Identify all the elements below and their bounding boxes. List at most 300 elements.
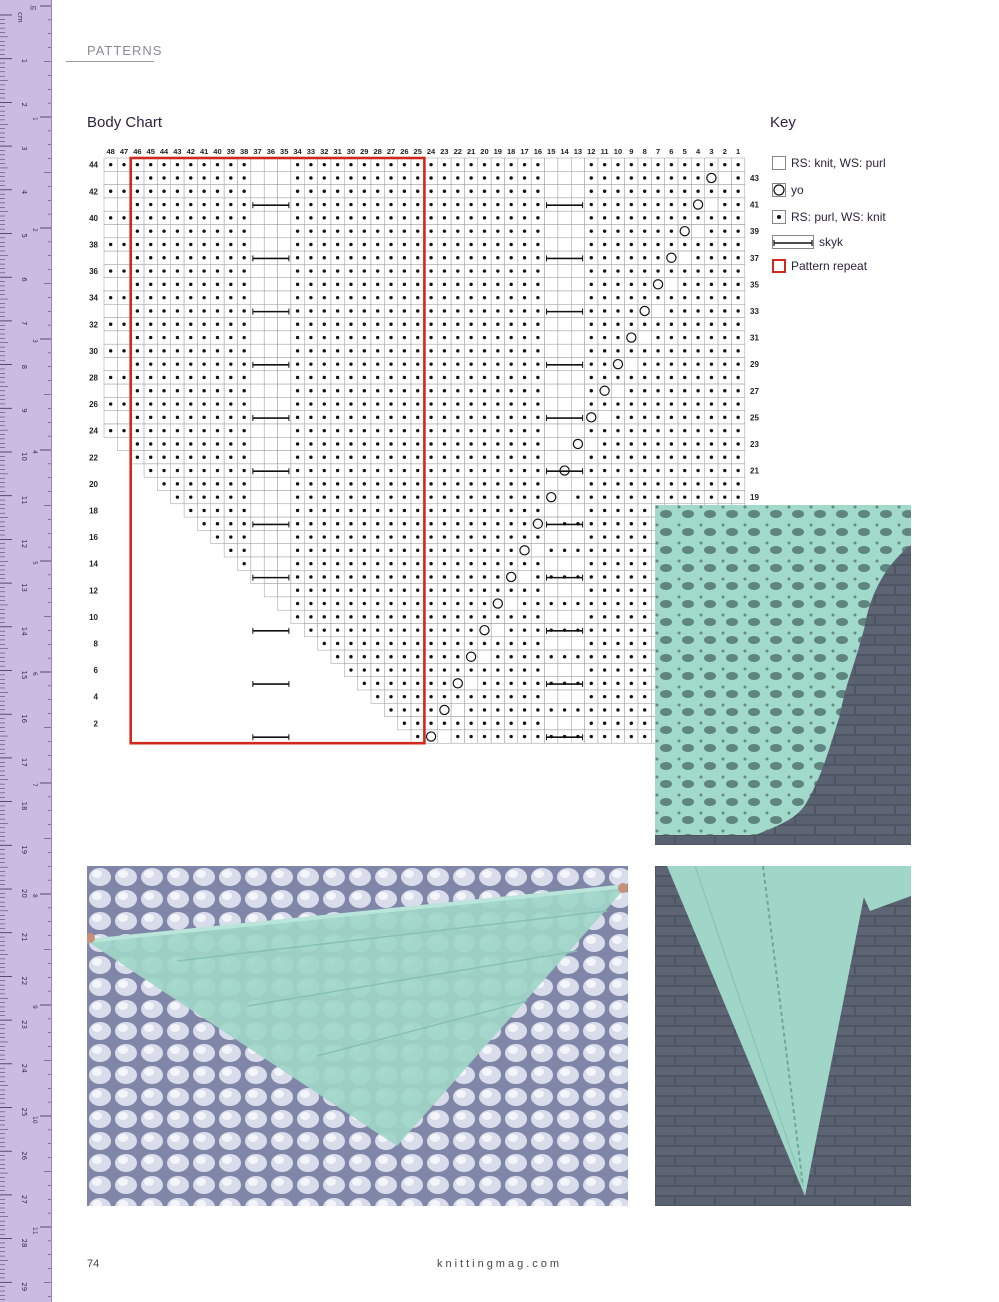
row-number-left: 20	[89, 479, 98, 489]
purl-stitch	[736, 349, 739, 352]
purl-stitch	[242, 323, 245, 326]
purl-stitch	[162, 416, 165, 419]
purl-stitch	[162, 190, 165, 193]
row-number-left: 36	[89, 267, 98, 277]
purl-stitch	[536, 562, 539, 565]
purl-stitch	[443, 163, 446, 166]
purl-stitch	[309, 323, 312, 326]
purl-stitch	[469, 216, 472, 219]
purl-stitch	[670, 296, 673, 299]
purl-stitch	[603, 589, 606, 592]
purl-stitch	[429, 216, 432, 219]
purl-stitch	[656, 229, 659, 232]
purl-stitch	[696, 243, 699, 246]
purl-stitch	[296, 163, 299, 166]
purl-stitch	[216, 256, 219, 259]
purl-stitch	[643, 402, 646, 405]
purl-stitch	[349, 442, 352, 445]
purl-stitch	[696, 176, 699, 179]
purl-stitch	[149, 429, 152, 432]
purl-stitch	[389, 203, 392, 206]
purl-stitch	[403, 668, 406, 671]
purl-stitch	[509, 362, 512, 365]
purl-stitch	[376, 495, 379, 498]
purl-stitch	[216, 469, 219, 472]
purl-stitch	[590, 362, 593, 365]
purl-stitch	[483, 216, 486, 219]
purl-stitch	[469, 349, 472, 352]
purl-stitch	[710, 336, 713, 339]
purl-stitch	[376, 243, 379, 246]
purl-stitch	[630, 429, 633, 432]
purl-stitch	[429, 243, 432, 246]
purl-stitch	[696, 495, 699, 498]
purl-stitch	[376, 628, 379, 631]
purl-stitch	[736, 362, 739, 365]
purl-stitch	[456, 296, 459, 299]
purl-stitch	[349, 482, 352, 485]
purl-stitch	[389, 176, 392, 179]
purl-stitch	[656, 269, 659, 272]
purl-stitch	[242, 402, 245, 405]
purl-stitch	[710, 309, 713, 312]
purl-stitch	[229, 416, 232, 419]
purl-stitch	[590, 682, 593, 685]
purl-stitch	[403, 602, 406, 605]
purl-stitch	[376, 309, 379, 312]
purl-stitch	[483, 283, 486, 286]
purl-stitch	[603, 296, 606, 299]
row-number-left: 42	[89, 187, 98, 197]
purl-stitch	[590, 256, 593, 259]
purl-stitch	[469, 482, 472, 485]
purl-stitch	[296, 495, 299, 498]
col-number: 25	[413, 147, 422, 156]
purl-stitch	[202, 442, 205, 445]
purl-stitch	[696, 163, 699, 166]
purl-stitch	[469, 203, 472, 206]
purl-symbol-icon	[772, 210, 786, 224]
purl-stitch	[630, 323, 633, 326]
col-number: 6	[669, 147, 674, 156]
purl-stitch	[523, 668, 526, 671]
purl-stitch	[229, 509, 232, 512]
purl-stitch	[643, 269, 646, 272]
purl-stitch	[509, 722, 512, 725]
purl-stitch	[483, 376, 486, 379]
purl-stitch	[536, 269, 539, 272]
purl-stitch	[149, 296, 152, 299]
purl-stitch	[616, 615, 619, 618]
purl-stitch	[643, 695, 646, 698]
col-number: 28	[373, 147, 382, 156]
purl-stitch	[670, 243, 673, 246]
purl-stitch	[242, 243, 245, 246]
purl-stitch	[469, 283, 472, 286]
col-number: 33	[306, 147, 316, 156]
purl-stitch	[550, 602, 553, 605]
purl-stitch	[229, 243, 232, 246]
purl-stitch	[309, 495, 312, 498]
row-number-left: 32	[89, 320, 98, 330]
purl-stitch	[162, 216, 165, 219]
purl-stitch	[603, 735, 606, 738]
purl-stitch	[683, 296, 686, 299]
purl-stitch	[496, 695, 499, 698]
purl-stitch	[443, 190, 446, 193]
purl-stitch	[509, 495, 512, 498]
col-number: 35	[280, 147, 289, 156]
purl-stitch	[349, 349, 352, 352]
purl-stitch	[242, 349, 245, 352]
purl-stitch	[630, 216, 633, 219]
purl-stitch	[363, 562, 366, 565]
purl-stitch	[696, 482, 699, 485]
purl-stitch	[696, 216, 699, 219]
purl-stitch	[710, 402, 713, 405]
purl-stitch	[590, 323, 593, 326]
purl-stitch	[496, 655, 499, 658]
purl-stitch	[429, 362, 432, 365]
purl-stitch	[109, 216, 112, 219]
purl-stitch	[483, 562, 486, 565]
purl-stitch	[616, 163, 619, 166]
col-number: 43	[173, 147, 182, 156]
purl-stitch	[643, 549, 646, 552]
purl-stitch	[296, 482, 299, 485]
purl-stitch	[162, 296, 165, 299]
purl-stitch	[483, 269, 486, 272]
purl-stitch	[509, 456, 512, 459]
purl-stitch	[309, 416, 312, 419]
purl-stitch	[456, 628, 459, 631]
purl-stitch	[229, 549, 232, 552]
purl-stitch	[696, 376, 699, 379]
purl-stitch	[563, 602, 566, 605]
purl-stitch	[162, 203, 165, 206]
purl-stitch	[616, 682, 619, 685]
purl-stitch	[483, 575, 486, 578]
row-number-right: 33	[750, 306, 759, 316]
purl-stitch	[296, 349, 299, 352]
purl-stitch	[416, 309, 419, 312]
purl-stitch	[536, 535, 539, 538]
purl-stitch	[469, 416, 472, 419]
purl-stitch	[536, 229, 539, 232]
purl-stitch	[309, 628, 312, 631]
svg-text:7: 7	[20, 320, 28, 326]
purl-stitch	[603, 229, 606, 232]
purl-stitch	[202, 269, 205, 272]
row-number-left: 18	[89, 506, 98, 516]
purl-stitch	[710, 376, 713, 379]
purl-stitch	[202, 349, 205, 352]
purl-stitch	[469, 323, 472, 326]
purl-stitch	[363, 389, 366, 392]
row-number-left: 28	[89, 373, 98, 383]
purl-stitch	[443, 362, 446, 365]
purl-stitch	[349, 642, 352, 645]
purl-stitch	[723, 190, 726, 193]
ruler-ticks	[0, 0, 52, 1302]
purl-stitch	[496, 176, 499, 179]
purl-stitch	[389, 323, 392, 326]
purl-stitch	[736, 203, 739, 206]
purl-stitch	[416, 615, 419, 618]
purl-stitch	[376, 602, 379, 605]
purl-stitch	[483, 615, 486, 618]
purl-stitch	[483, 229, 486, 232]
purl-stitch	[429, 615, 432, 618]
purl-stitch	[736, 216, 739, 219]
purl-stitch	[630, 163, 633, 166]
purl-stitch	[590, 708, 593, 711]
purl-stitch	[630, 695, 633, 698]
purl-stitch	[696, 349, 699, 352]
purl-stitch	[323, 456, 326, 459]
purl-stitch	[469, 389, 472, 392]
purl-stitch	[483, 535, 486, 538]
purl-stitch	[176, 269, 179, 272]
purl-stitch	[363, 176, 366, 179]
purl-stitch	[509, 389, 512, 392]
purl-stitch	[670, 309, 673, 312]
purl-stitch	[643, 283, 646, 286]
purl-stitch	[509, 256, 512, 259]
row-number-left: 6	[93, 666, 98, 676]
purl-stitch	[456, 309, 459, 312]
purl-stitch	[363, 469, 366, 472]
purl-stitch	[456, 575, 459, 578]
purl-stitch	[429, 655, 432, 658]
purl-stitch	[296, 535, 299, 538]
purl-stitch	[483, 735, 486, 738]
purl-stitch	[590, 735, 593, 738]
purl-stitch	[483, 522, 486, 525]
purl-stitch	[202, 323, 205, 326]
purl-stitch	[496, 203, 499, 206]
purl-stitch	[630, 442, 633, 445]
purl-stitch	[456, 562, 459, 565]
purl-stitch	[696, 362, 699, 365]
purl-stitch	[403, 695, 406, 698]
purl-stitch	[403, 482, 406, 485]
purl-stitch	[349, 243, 352, 246]
lace-edge-photo	[655, 505, 911, 845]
purl-stitch	[443, 589, 446, 592]
col-number: 22	[453, 147, 462, 156]
purl-stitch	[389, 562, 392, 565]
purl-stitch	[122, 429, 125, 432]
purl-stitch	[363, 309, 366, 312]
purl-stitch	[443, 269, 446, 272]
purl-stitch	[590, 336, 593, 339]
purl-stitch	[670, 442, 673, 445]
purl-stitch	[323, 309, 326, 312]
purl-stitch	[710, 163, 713, 166]
purl-stitch	[189, 442, 192, 445]
purl-stitch	[456, 243, 459, 246]
purl-stitch	[523, 429, 526, 432]
col-number: 30	[346, 147, 356, 156]
purl-stitch	[643, 708, 646, 711]
purl-stitch	[122, 349, 125, 352]
purl-stitch	[616, 482, 619, 485]
purl-stitch	[376, 256, 379, 259]
purl-stitch	[710, 495, 713, 498]
svg-text:2: 2	[20, 102, 28, 107]
purl-stitch	[162, 349, 165, 352]
purl-stitch	[723, 229, 726, 232]
col-number: 2	[722, 147, 727, 156]
purl-stitch	[176, 243, 179, 246]
purl-stitch	[389, 589, 392, 592]
purl-stitch	[149, 376, 152, 379]
purl-stitch	[229, 442, 232, 445]
purl-stitch	[403, 456, 406, 459]
purl-stitch	[496, 682, 499, 685]
purl-stitch	[109, 376, 112, 379]
purl-stitch	[429, 535, 432, 538]
svg-text:23: 23	[20, 1020, 28, 1030]
purl-stitch	[616, 243, 619, 246]
purl-stitch	[536, 642, 539, 645]
purl-stitch	[736, 429, 739, 432]
purl-stitch	[336, 416, 339, 419]
purl-stitch	[416, 482, 419, 485]
purl-stitch	[469, 176, 472, 179]
purl-stitch	[162, 243, 165, 246]
purl-stitch	[536, 442, 539, 445]
purl-stitch	[723, 389, 726, 392]
purl-stitch	[376, 562, 379, 565]
purl-stitch	[403, 628, 406, 631]
purl-stitch	[416, 655, 419, 658]
row-number-left: 24	[89, 426, 98, 436]
purl-stitch	[149, 163, 152, 166]
purl-stitch	[216, 203, 219, 206]
purl-stitch	[363, 575, 366, 578]
purl-stitch	[136, 402, 139, 405]
purl-stitch	[696, 256, 699, 259]
purl-stitch	[403, 349, 406, 352]
purl-stitch	[496, 589, 499, 592]
purl-stitch	[523, 602, 526, 605]
purl-stitch	[363, 256, 366, 259]
purl-stitch	[136, 190, 139, 193]
purl-stitch	[643, 589, 646, 592]
purl-stitch	[483, 256, 486, 259]
purl-stitch	[736, 469, 739, 472]
purl-stitch	[536, 216, 539, 219]
purl-stitch	[696, 389, 699, 392]
purl-stitch	[670, 429, 673, 432]
purl-stitch	[523, 336, 526, 339]
purl-stitch	[456, 735, 459, 738]
purl-stitch	[296, 176, 299, 179]
purl-stitch	[216, 163, 219, 166]
purl-stitch	[643, 323, 646, 326]
purl-stitch	[176, 216, 179, 219]
purl-stitch	[443, 615, 446, 618]
purl-stitch	[643, 735, 646, 738]
purl-stitch	[509, 442, 512, 445]
purl-stitch	[189, 495, 192, 498]
row-number-left: 38	[89, 240, 98, 250]
purl-stitch	[643, 469, 646, 472]
key-label-repeat: Pattern repeat	[791, 259, 868, 273]
purl-stitch	[469, 735, 472, 738]
svg-text:1: 1	[31, 117, 38, 121]
purl-stitch	[630, 722, 633, 725]
purl-stitch	[429, 442, 432, 445]
purl-stitch	[403, 575, 406, 578]
purl-stitch	[656, 176, 659, 179]
purl-stitch	[376, 549, 379, 552]
purl-stitch	[483, 336, 486, 339]
purl-stitch	[429, 256, 432, 259]
purl-stitch	[616, 269, 619, 272]
purl-stitch	[189, 402, 192, 405]
purl-stitch	[536, 575, 539, 578]
purl-stitch	[643, 575, 646, 578]
purl-stitch	[710, 416, 713, 419]
row-number-right: 21	[750, 466, 759, 476]
purl-stitch	[536, 722, 539, 725]
purl-stitch	[229, 495, 232, 498]
purl-stitch	[323, 575, 326, 578]
purl-stitch	[376, 655, 379, 658]
purl-stitch	[643, 642, 646, 645]
purl-stitch	[416, 469, 419, 472]
purl-stitch	[416, 283, 419, 286]
purl-stitch	[643, 190, 646, 193]
purl-stitch	[469, 589, 472, 592]
purl-stitch	[336, 469, 339, 472]
purl-stitch	[216, 190, 219, 193]
purl-stitch	[229, 296, 232, 299]
purl-stitch	[202, 469, 205, 472]
purl-stitch	[136, 323, 139, 326]
purl-stitch	[363, 682, 366, 685]
purl-stitch	[189, 416, 192, 419]
purl-stitch	[710, 349, 713, 352]
purl-stitch	[349, 216, 352, 219]
purl-stitch	[616, 708, 619, 711]
purl-stitch	[643, 615, 646, 618]
row-number-right: 27	[750, 386, 759, 396]
svg-text:27: 27	[20, 1194, 28, 1204]
purl-stitch	[429, 668, 432, 671]
purl-stitch	[323, 416, 326, 419]
page-number: 74	[87, 1258, 100, 1270]
purl-stitch	[176, 442, 179, 445]
purl-stitch	[202, 402, 205, 405]
purl-stitch	[242, 469, 245, 472]
svg-text:8: 8	[20, 364, 28, 370]
purl-stitch	[416, 190, 419, 193]
purl-stitch	[590, 655, 593, 658]
purl-stitch	[656, 190, 659, 193]
purl-stitch	[469, 296, 472, 299]
svg-text:22: 22	[20, 976, 28, 986]
purl-stitch	[590, 575, 593, 578]
purl-stitch	[603, 695, 606, 698]
purl-stitch	[590, 296, 593, 299]
purl-stitch	[216, 229, 219, 232]
key-item-skyk	[772, 235, 843, 249]
purl-stitch	[483, 243, 486, 246]
